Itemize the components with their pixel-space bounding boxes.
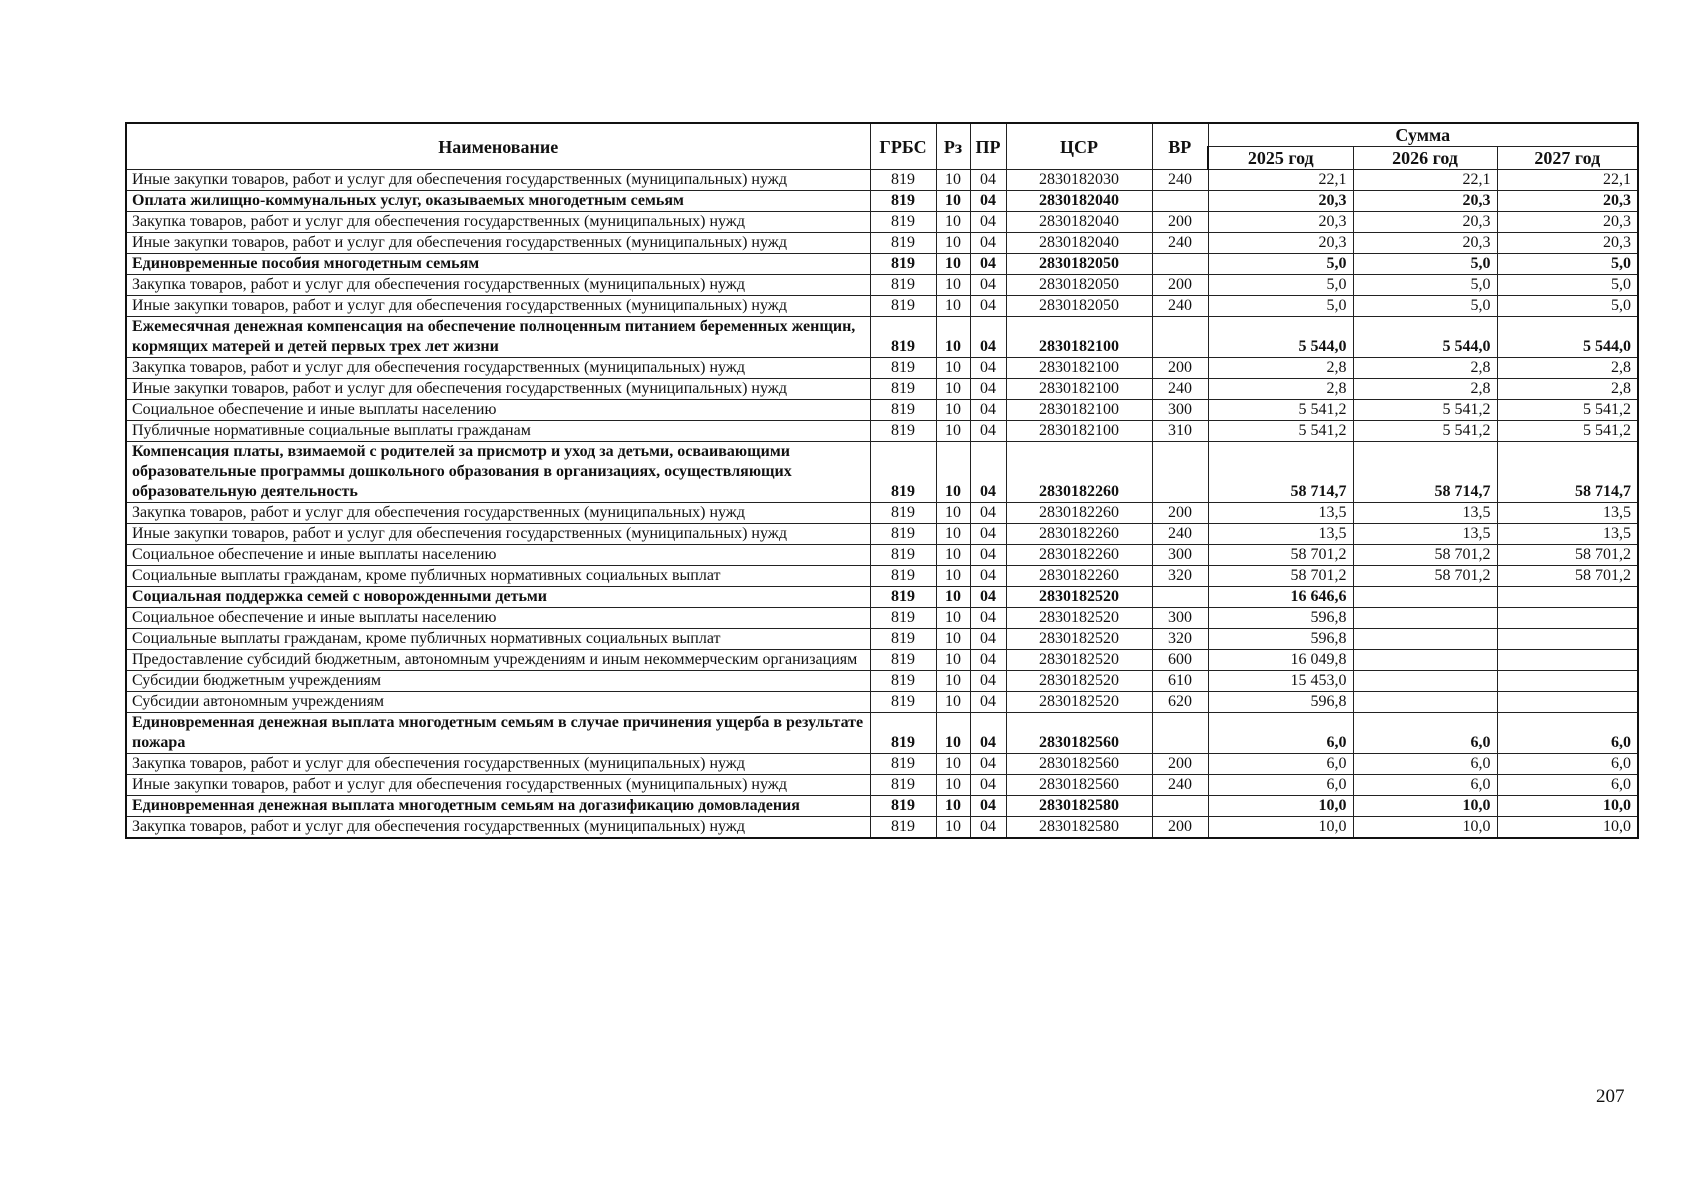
cell-amount-2026 [1353,587,1497,608]
cell-vr: 200 [1152,358,1208,379]
cell-pr: 04 [970,713,1006,754]
cell-grbs: 819 [870,212,936,233]
cell-pr: 04 [970,254,1006,275]
cell-amount-2026 [1353,692,1497,713]
cell-rz: 10 [936,191,970,212]
cell-vr [1152,587,1208,608]
cell-csr: 2830182520 [1006,650,1152,671]
table-row [126,817,1638,839]
cell-amount-2027: 6,0 [1497,775,1638,796]
cell-grbs: 819 [870,608,936,629]
cell-amount-2026 [1353,650,1497,671]
cell-vr: 200 [1152,817,1208,839]
cell-rz: 10 [936,317,970,358]
table-row [126,775,1638,796]
cell-pr: 04 [970,317,1006,358]
table-header [126,123,1638,170]
cell-pr: 04 [970,400,1006,421]
cell-name: Иные закупки товаров, работ и услуг для обеспечения государственных (муниципальных) нужд [126,775,870,796]
cell-amount-2027 [1497,629,1638,650]
cell-name: Закупка товаров, работ и услуг для обеспечения государственных (муниципальных) нужд [126,275,870,296]
cell-pr: 04 [970,650,1006,671]
cell-amount-2025: 20,3 [1208,233,1353,254]
cell-rz: 10 [936,566,970,587]
cell-pr: 04 [970,442,1006,503]
cell-amount-2027: 10,0 [1497,817,1638,839]
cell-name: Социальные выплаты гражданам, кроме публичных нормативных социальных выплат [126,629,870,650]
header-grbs: ГРБС [870,123,936,170]
cell-amount-2027: 5,0 [1497,254,1638,275]
table-row [126,191,1638,212]
table-row [126,254,1638,275]
cell-name: Закупка товаров, работ и услуг для обеспечения государственных (муниципальных) нужд [126,754,870,775]
cell-amount-2025: 20,3 [1208,191,1353,212]
cell-amount-2026: 2,8 [1353,379,1497,400]
cell-amount-2026: 13,5 [1353,503,1497,524]
cell-grbs: 819 [870,754,936,775]
cell-amount-2025: 15 453,0 [1208,671,1353,692]
cell-amount-2027: 5 544,0 [1497,317,1638,358]
cell-amount-2025: 6,0 [1208,713,1353,754]
cell-rz: 10 [936,545,970,566]
cell-grbs: 819 [870,629,936,650]
cell-csr: 2830182580 [1006,817,1152,839]
cell-amount-2025: 20,3 [1208,212,1353,233]
cell-amount-2026: 5 544,0 [1353,317,1497,358]
cell-vr: 610 [1152,671,1208,692]
cell-rz: 10 [936,796,970,817]
cell-grbs: 819 [870,275,936,296]
cell-amount-2027 [1497,587,1638,608]
cell-vr: 200 [1152,275,1208,296]
cell-pr: 04 [970,170,1006,191]
cell-pr: 04 [970,524,1006,545]
cell-grbs: 819 [870,796,936,817]
cell-grbs: 819 [870,442,936,503]
cell-csr: 2830182260 [1006,545,1152,566]
cell-vr: 320 [1152,629,1208,650]
header-year-2026: 2026 год [1353,147,1497,170]
cell-name: Единовременная денежная выплата многодетным семьям на догазификацию домовладения [126,796,870,817]
cell-amount-2026: 5,0 [1353,275,1497,296]
table-row [126,275,1638,296]
table-row [126,503,1638,524]
cell-grbs: 819 [870,817,936,839]
cell-amount-2025: 13,5 [1208,524,1353,545]
cell-vr: 200 [1152,212,1208,233]
cell-csr: 2830182260 [1006,503,1152,524]
cell-grbs: 819 [870,650,936,671]
cell-amount-2027: 20,3 [1497,191,1638,212]
cell-amount-2025: 6,0 [1208,775,1353,796]
cell-name: Закупка товаров, работ и услуг для обеспечения государственных (муниципальных) нужд [126,503,870,524]
cell-pr: 04 [970,503,1006,524]
cell-rz: 10 [936,275,970,296]
cell-pr: 04 [970,545,1006,566]
cell-grbs: 819 [870,713,936,754]
table-row [126,358,1638,379]
cell-vr: 600 [1152,650,1208,671]
cell-amount-2026 [1353,671,1497,692]
cell-pr: 04 [970,358,1006,379]
cell-csr: 2830182100 [1006,358,1152,379]
table-row [126,421,1638,442]
table-row [126,629,1638,650]
cell-name: Иные закупки товаров, работ и услуг для обеспечения государственных (муниципальных) нужд [126,233,870,254]
cell-rz: 10 [936,775,970,796]
cell-csr: 2830182580 [1006,796,1152,817]
cell-rz: 10 [936,358,970,379]
cell-pr: 04 [970,671,1006,692]
cell-vr: 300 [1152,400,1208,421]
cell-amount-2025: 5,0 [1208,254,1353,275]
cell-name: Закупка товаров, работ и услуг для обеспечения государственных (муниципальных) нужд [126,358,870,379]
cell-amount-2027: 6,0 [1497,713,1638,754]
cell-amount-2027 [1497,650,1638,671]
cell-amount-2027: 5,0 [1497,275,1638,296]
cell-pr: 04 [970,566,1006,587]
cell-name: Предоставление субсидий бюджетным, автономным учреждениям и иным некоммерческим организациям [126,650,870,671]
header-sum: Сумма [1208,123,1638,147]
cell-rz: 10 [936,608,970,629]
table-row [126,442,1638,503]
cell-vr [1152,442,1208,503]
cell-vr: 300 [1152,545,1208,566]
cell-amount-2025: 13,5 [1208,503,1353,524]
cell-vr [1152,254,1208,275]
table-row [126,379,1638,400]
table-row [126,317,1638,358]
cell-csr: 2830182040 [1006,233,1152,254]
cell-rz: 10 [936,671,970,692]
cell-vr: 320 [1152,566,1208,587]
cell-csr: 2830182560 [1006,754,1152,775]
cell-grbs: 819 [870,296,936,317]
cell-rz: 10 [936,170,970,191]
cell-amount-2026: 10,0 [1353,817,1497,839]
cell-csr: 2830182260 [1006,566,1152,587]
cell-rz: 10 [936,296,970,317]
table-row [126,170,1638,191]
cell-vr: 240 [1152,233,1208,254]
cell-amount-2027: 6,0 [1497,754,1638,775]
cell-vr [1152,191,1208,212]
cell-amount-2026: 5 541,2 [1353,421,1497,442]
cell-amount-2025: 2,8 [1208,379,1353,400]
cell-amount-2026: 5,0 [1353,296,1497,317]
cell-vr [1152,796,1208,817]
cell-name: Закупка товаров, работ и услуг для обеспечения государственных (муниципальных) нужд [126,817,870,839]
cell-vr: 300 [1152,608,1208,629]
cell-amount-2026: 20,3 [1353,191,1497,212]
cell-amount-2025: 16 049,8 [1208,650,1353,671]
cell-csr: 2830182100 [1006,400,1152,421]
cell-name: Социальное обеспечение и иные выплаты населению [126,400,870,421]
cell-pr: 04 [970,212,1006,233]
cell-grbs: 819 [870,254,936,275]
cell-amount-2025: 5 541,2 [1208,421,1353,442]
cell-rz: 10 [936,692,970,713]
cell-name: Социальное обеспечение и иные выплаты населению [126,608,870,629]
cell-rz: 10 [936,442,970,503]
cell-rz: 10 [936,233,970,254]
table-row [126,212,1638,233]
cell-pr: 04 [970,233,1006,254]
cell-csr: 2830182050 [1006,254,1152,275]
table-row [126,754,1638,775]
table-row [126,545,1638,566]
cell-amount-2027: 58 701,2 [1497,545,1638,566]
cell-csr: 2830182520 [1006,587,1152,608]
header-vr: ВР [1152,123,1208,170]
cell-amount-2026 [1353,629,1497,650]
cell-csr: 2830182560 [1006,713,1152,754]
cell-rz: 10 [936,421,970,442]
cell-amount-2026: 10,0 [1353,796,1497,817]
cell-amount-2027: 10,0 [1497,796,1638,817]
cell-csr: 2830182520 [1006,671,1152,692]
cell-amount-2026: 13,5 [1353,524,1497,545]
cell-amount-2026: 22,1 [1353,170,1497,191]
cell-amount-2025: 5 541,2 [1208,400,1353,421]
cell-grbs: 819 [870,524,936,545]
cell-amount-2027: 58 701,2 [1497,566,1638,587]
cell-grbs: 819 [870,421,936,442]
table-row [126,524,1638,545]
header-year-2025: 2025 год [1208,147,1353,170]
cell-vr: 310 [1152,421,1208,442]
cell-pr: 04 [970,817,1006,839]
cell-rz: 10 [936,379,970,400]
cell-name: Иные закупки товаров, работ и услуг для обеспечения государственных (муниципальных) нужд [126,170,870,191]
cell-amount-2025: 58 714,7 [1208,442,1353,503]
cell-amount-2025: 16 646,6 [1208,587,1353,608]
cell-amount-2026: 5,0 [1353,254,1497,275]
cell-csr: 2830182050 [1006,275,1152,296]
cell-pr: 04 [970,796,1006,817]
cell-amount-2026: 58 714,7 [1353,442,1497,503]
cell-amount-2025: 58 701,2 [1208,545,1353,566]
budget-table [125,122,1639,839]
cell-name: Иные закупки товаров, работ и услуг для обеспечения государственных (муниципальных) нужд [126,379,870,400]
cell-vr: 240 [1152,775,1208,796]
cell-name: Субсидии автономным учреждениям [126,692,870,713]
cell-amount-2026: 5 541,2 [1353,400,1497,421]
cell-rz: 10 [936,254,970,275]
cell-amount-2027: 2,8 [1497,358,1638,379]
cell-csr: 2830182100 [1006,317,1152,358]
cell-pr: 04 [970,754,1006,775]
table-row [126,692,1638,713]
cell-csr: 2830182520 [1006,608,1152,629]
cell-grbs: 819 [870,170,936,191]
cell-pr: 04 [970,379,1006,400]
cell-csr: 2830182040 [1006,191,1152,212]
cell-amount-2027: 5 541,2 [1497,400,1638,421]
table-body [126,170,1638,839]
cell-amount-2025: 22,1 [1208,170,1353,191]
table-row [126,796,1638,817]
cell-amount-2026: 2,8 [1353,358,1497,379]
table-row [126,296,1638,317]
cell-name: Ежемесячная денежная компенсация на обеспечение полноценным питанием беременных женщин, кормящих матерей и детей первых трех лет жизни [126,317,870,358]
cell-amount-2025: 10,0 [1208,817,1353,839]
cell-pr: 04 [970,775,1006,796]
cell-amount-2026: 20,3 [1353,212,1497,233]
cell-name: Социальные выплаты гражданам, кроме публичных нормативных социальных выплат [126,566,870,587]
cell-pr: 04 [970,587,1006,608]
cell-amount-2027: 20,3 [1497,233,1638,254]
cell-rz: 10 [936,650,970,671]
cell-name: Закупка товаров, работ и услуг для обеспечения государственных (муниципальных) нужд [126,212,870,233]
cell-amount-2026: 58 701,2 [1353,545,1497,566]
cell-amount-2027: 5,0 [1497,296,1638,317]
cell-csr: 2830182520 [1006,629,1152,650]
cell-amount-2025: 596,8 [1208,692,1353,713]
cell-grbs: 819 [870,692,936,713]
cell-rz: 10 [936,754,970,775]
cell-pr: 04 [970,275,1006,296]
cell-rz: 10 [936,503,970,524]
cell-amount-2025: 596,8 [1208,608,1353,629]
cell-name: Социальное обеспечение и иные выплаты населению [126,545,870,566]
cell-amount-2027: 13,5 [1497,503,1638,524]
cell-name: Иные закупки товаров, работ и услуг для обеспечения государственных (муниципальных) нужд [126,296,870,317]
table-row [126,650,1638,671]
cell-amount-2025: 5,0 [1208,275,1353,296]
cell-vr: 240 [1152,379,1208,400]
table-row [126,566,1638,587]
cell-grbs: 819 [870,233,936,254]
cell-amount-2025: 5 544,0 [1208,317,1353,358]
header-rz: Рз [936,123,970,170]
cell-amount-2027 [1497,608,1638,629]
table-row [126,608,1638,629]
cell-pr: 04 [970,191,1006,212]
cell-amount-2027 [1497,671,1638,692]
cell-vr: 200 [1152,503,1208,524]
table-row [126,400,1638,421]
cell-vr: 200 [1152,754,1208,775]
cell-csr: 2830182100 [1006,421,1152,442]
cell-grbs: 819 [870,358,936,379]
cell-pr: 04 [970,296,1006,317]
cell-grbs: 819 [870,503,936,524]
cell-grbs: 819 [870,566,936,587]
header-name: Наименование [126,123,870,170]
cell-amount-2025: 5,0 [1208,296,1353,317]
cell-rz: 10 [936,524,970,545]
cell-csr: 2830182520 [1006,692,1152,713]
cell-grbs: 819 [870,400,936,421]
cell-rz: 10 [936,400,970,421]
cell-amount-2026: 6,0 [1353,775,1497,796]
cell-csr: 2830182040 [1006,212,1152,233]
header-year-2027: 2027 год [1497,147,1638,170]
cell-rz: 10 [936,817,970,839]
header-pr: ПР [970,123,1006,170]
cell-csr: 2830182560 [1006,775,1152,796]
cell-amount-2025: 58 701,2 [1208,566,1353,587]
cell-amount-2027 [1497,692,1638,713]
cell-amount-2025: 10,0 [1208,796,1353,817]
cell-csr: 2830182050 [1006,296,1152,317]
cell-name: Единовременные пособия многодетным семьям [126,254,870,275]
cell-amount-2027: 58 714,7 [1497,442,1638,503]
cell-rz: 10 [936,212,970,233]
cell-amount-2026: 58 701,2 [1353,566,1497,587]
cell-amount-2026: 6,0 [1353,713,1497,754]
cell-csr: 2830182260 [1006,524,1152,545]
table-row [126,671,1638,692]
cell-pr: 04 [970,608,1006,629]
cell-vr [1152,713,1208,754]
cell-grbs: 819 [870,775,936,796]
cell-grbs: 819 [870,379,936,400]
cell-name: Оплата жилищно-коммунальных услуг, оказываемых многодетным семьям [126,191,870,212]
table-row [126,587,1638,608]
cell-pr: 04 [970,629,1006,650]
cell-amount-2025: 6,0 [1208,754,1353,775]
cell-vr: 620 [1152,692,1208,713]
header-csr: ЦСР [1006,123,1152,170]
page-number: 207 [1596,1086,1625,1107]
cell-pr: 04 [970,692,1006,713]
cell-name: Иные закупки товаров, работ и услуг для обеспечения государственных (муниципальных) нужд [126,524,870,545]
cell-name: Единовременная денежная выплата многодетным семьям в случае причинения ущерба в результате пожара [126,713,870,754]
cell-name: Социальная поддержка семей с новорожденными детьми [126,587,870,608]
cell-amount-2027: 22,1 [1497,170,1638,191]
cell-amount-2027: 2,8 [1497,379,1638,400]
cell-grbs: 819 [870,587,936,608]
cell-csr: 2830182100 [1006,379,1152,400]
cell-rz: 10 [936,713,970,754]
cell-vr: 240 [1152,524,1208,545]
cell-pr: 04 [970,421,1006,442]
cell-rz: 10 [936,587,970,608]
cell-rz: 10 [936,629,970,650]
cell-amount-2027: 5 541,2 [1497,421,1638,442]
cell-amount-2026: 20,3 [1353,233,1497,254]
cell-vr: 240 [1152,296,1208,317]
cell-grbs: 819 [870,671,936,692]
cell-csr: 2830182030 [1006,170,1152,191]
cell-name: Публичные нормативные социальные выплаты гражданам [126,421,870,442]
cell-amount-2026: 6,0 [1353,754,1497,775]
cell-amount-2025: 2,8 [1208,358,1353,379]
cell-name: Компенсация платы, взимаемой с родителей за присмотр и уход за детьми, осваивающими образовательные программы дошкольного образования в организациях, осуществляющих образовательную деятельность [126,442,870,503]
table-row [126,233,1638,254]
cell-vr: 240 [1152,170,1208,191]
cell-csr: 2830182260 [1006,442,1152,503]
cell-grbs: 819 [870,317,936,358]
cell-amount-2026 [1353,608,1497,629]
cell-amount-2027: 20,3 [1497,212,1638,233]
cell-amount-2025: 596,8 [1208,629,1353,650]
cell-grbs: 819 [870,191,936,212]
cell-amount-2027: 13,5 [1497,524,1638,545]
table-row [126,713,1638,754]
cell-grbs: 819 [870,545,936,566]
cell-vr [1152,317,1208,358]
cell-name: Субсидии бюджетным учреждениям [126,671,870,692]
